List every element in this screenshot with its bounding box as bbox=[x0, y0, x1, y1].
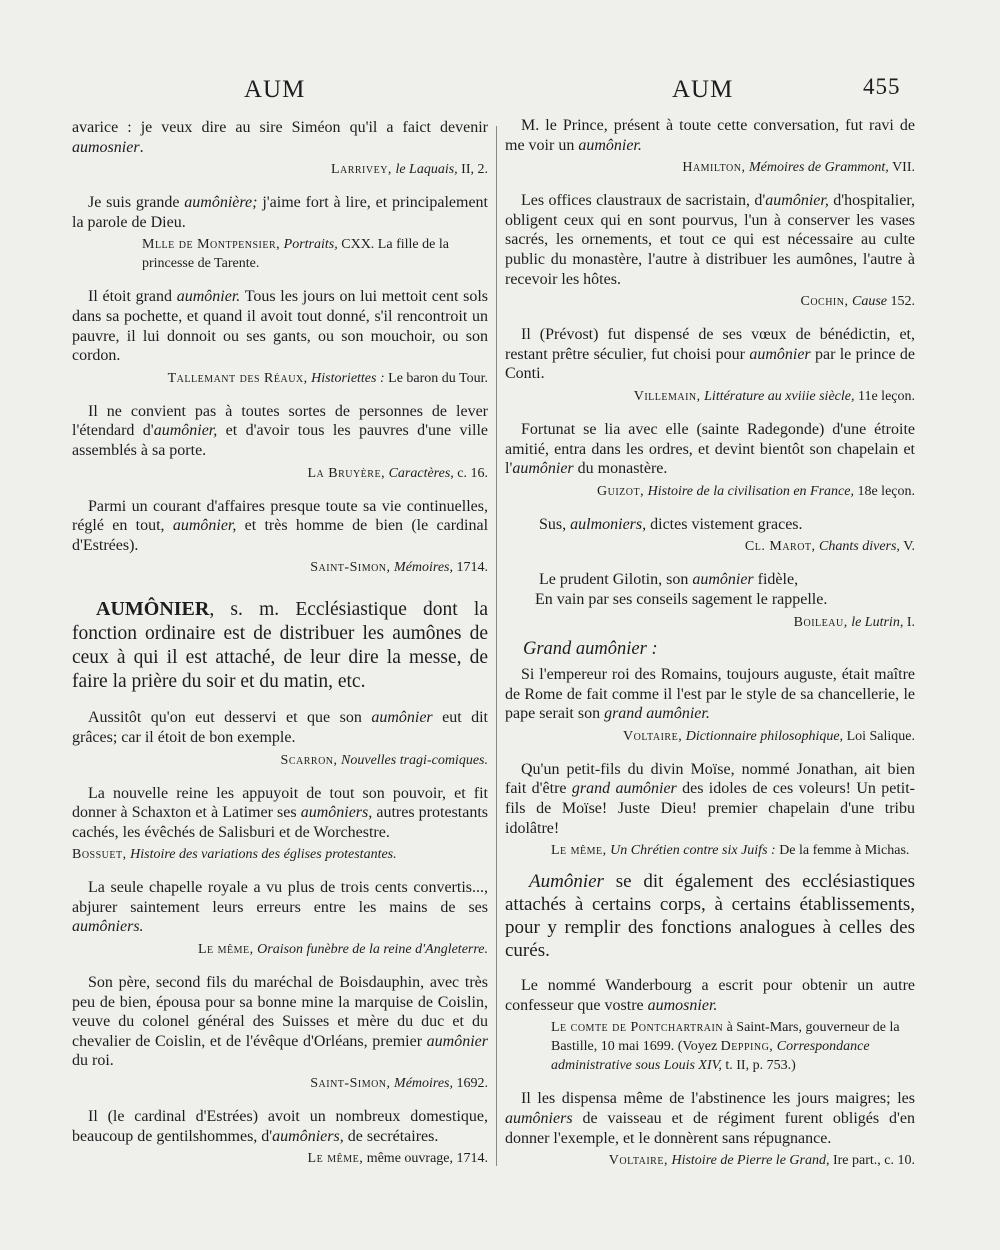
subheading: Grand aumônier : bbox=[523, 638, 658, 659]
citation-source: Voltaire, Dictionnaire philosophique, Loi Salique. bbox=[623, 728, 915, 744]
citation-quote: Qu'un petit-fils du divin Moïse, nommé Jonathan, ait bien fait d'être grand aumônier des idoles de ces voleurs! Un petit-fils de Moïse! Juste Dieu! premier chapelain d'une tribu idolâtre! bbox=[505, 760, 916, 837]
verse-line: Sus, aulmoniers, dictes vistement graces. bbox=[539, 515, 803, 533]
citation-quote: Il (Prévost) fut dispensé de ses vœux de bénédictin, et, restant prêtre séculier, fut choisi pour aumônier par le prince de Conti. bbox=[505, 326, 915, 383]
right-column bbox=[505, 116, 915, 1170]
citation-quote: avarice : je veux dire au sire Siméon qu'il a faict devenir aumosnier. bbox=[72, 119, 488, 156]
citation-quote: M. le Prince, présent à toute cette conversation, fut ravi de me voir un aumônier. bbox=[505, 117, 915, 154]
citation-source: La Bruyère, Caractères, c. 16. bbox=[307, 465, 488, 481]
running-head-left: AUM bbox=[244, 76, 306, 103]
page-number: 455 bbox=[863, 74, 901, 99]
citation-source: Le comte de Pontchartrain à Saint-Mars, gouverneur de la Bastille, 10 mai 1699. (Voyez Depping, Correspondance administrative sous Louis XIV, t. II, p. 753.) bbox=[551, 1020, 900, 1074]
citation-quote: Les offices claustraux de sacristain, d'aumônier, d'hospitalier, obligent ceux qui en sont pourvus, l'un à conserver les vases sacrés, les ornements, et tout ce qui est nécessaire au culte public du monastère, l'autre à distribuer les aumônes, l'autre à recevoir les hôtes. bbox=[505, 192, 915, 288]
citation-quote: La seule chapelle royale a vu plus de trois cents convertis..., abjurer saintement leurs erreurs entre les mains de ses aumôniers. bbox=[72, 879, 488, 936]
headword: AUMÔNIER bbox=[96, 598, 210, 621]
citation-source: Cochin, Cause 152. bbox=[800, 294, 915, 310]
citation-source: Le même, même ouvrage, 1714. bbox=[307, 1151, 488, 1167]
verse-line: Le prudent Gilotin, son aumônier fidèle, bbox=[539, 571, 799, 589]
column-divider bbox=[496, 126, 497, 1166]
citation-source: Boileau, le Lutrin, I. bbox=[793, 614, 915, 630]
verse-line: En vain par ses conseils sagement le rappelle. bbox=[535, 590, 828, 608]
citation-source: Voltaire, Histoire de Pierre le Grand, Ire part., c. 10. bbox=[608, 1153, 915, 1169]
citation-source: Saint-Simon, Mémoires, 1714. bbox=[310, 560, 488, 576]
citation-quote: Son père, second fils du maréchal de Boisdauphin, avec très peu de bien, épousa pour sa bonne mine la marquise de Coislin, veuve du colonel général des Suisses et mère du duc et du chevalier de Coislin, et de l'évêque d'Orléans, premier aumônier du roi. bbox=[72, 974, 488, 1070]
citation-source: Villemain, Littérature au xviiie siècle, 11e leçon. bbox=[633, 388, 915, 404]
citation-source: Larrivey, le Laquais, II, 2. bbox=[330, 162, 488, 178]
citation-quote: Il étoit grand aumônier. Tous les jours on lui mettoit cent sols dans sa pochette, et quand il avoit tout donné, s'il rencontroit un pauvre, il lui donnoit ou ses gants, ou son mouchoir, ou son cordon. bbox=[72, 288, 488, 365]
citation-source: Tallemant des Réaux, Historiettes : Le baron du Tour. bbox=[167, 370, 488, 386]
citation-source: Mlle de Montpensier, Portraits, CXX. La fille de la princesse de Tarente. bbox=[142, 237, 449, 272]
citation-quote: Il les dispensa même de l'abstinence les jours maigres; les aumôniers de vaisseau et de régiment furent obligés d'en donner l'exemple, et le donnèrent sans répugnance. bbox=[505, 1090, 915, 1147]
citation-quote: Fortunat se lia avec elle (sainte Radegonde) d'une étroite amitié, entra dans les ordres, et devint bientôt son chapelain et l'aumônier du monastère. bbox=[505, 420, 915, 478]
citation-quote: Parmi un courant d'affaires presque toute sa vie continuelles, réglé en tout, aumônier, et très homme de bien (le cardinal d'Estrées). bbox=[72, 497, 489, 554]
citation-quote: Le nommé Wanderbourg a escrit pour obtenir un autre confesseur que vostre aumosnier. bbox=[505, 977, 915, 1014]
citation-source: Le même, Oraison funèbre de la reine d'Angleterre. bbox=[197, 942, 488, 958]
running-head-right: AUM bbox=[672, 76, 734, 103]
citation-source: Bossuet, Histoire des variations des églises protestantes. bbox=[72, 847, 397, 863]
citation-quote: Il ne convient pas à toutes sortes de personnes de lever l'étendard d'aumônier, et d'avoir tous les pauvres d'une ville assemblés à sa porte. bbox=[72, 402, 488, 459]
citation-source: Hamilton, Mémoires de Grammont, VII. bbox=[682, 160, 915, 176]
citation-quote: Je suis grande aumônière; j'aime fort à lire, et principalement la parole de Dieu. bbox=[72, 194, 488, 231]
citation-quote: Si l'empereur roi des Romains, toujours auguste, était maître de Rome de fait comme il l'est par le style de sa chancellerie, le pape serait son grand aumônier. bbox=[505, 666, 915, 723]
citation-source: Cl. Marot, Chants divers, V. bbox=[744, 539, 915, 555]
citation-quote: Il (le cardinal d'Estrées) avoit un nombreux domestique, beaucoup de gentilshommes, d'aumôniers, de secrétaires. bbox=[72, 1108, 488, 1145]
citation-source: Guizot, Histoire de la civilisation en France, 18e leçon. bbox=[597, 483, 915, 499]
citation-source: Le même, Un Chrétien contre six Juifs : De la femme à Michas. bbox=[551, 843, 910, 859]
entry-definition: Aumônier se dit également des ecclésiastiques attachés à certains corps, à certains établissements, pour y remplir des fonctions analogues à celles des curés. bbox=[505, 871, 915, 962]
citation-quote: Aussitôt qu'on eut desservi et que son aumônier eut dit grâces; car il étoit de bon exemple. bbox=[72, 709, 489, 746]
citation-source: Scarron, Nouvelles tragi-comiques. bbox=[280, 752, 488, 768]
entry-definition: AUMÔNIER, s. m. Ecclésiastique dont la fonction ordinaire est de distribuer les aumônes de ceux à qui il est attaché, de leur dire la messe, de faire la prière du soir et du matin, etc. bbox=[72, 598, 488, 693]
citation-source: Saint-Simon, Mémoires, 1692. bbox=[310, 1076, 488, 1092]
citation-quote: La nouvelle reine les appuyoit de tout son pouvoir, et fit donner à Schaxton et à Latimer ses aumôniers, autres protestants cachés, les évêchés de Salisburi et de Worchestre. bbox=[72, 784, 488, 841]
left-column bbox=[72, 118, 488, 1168]
